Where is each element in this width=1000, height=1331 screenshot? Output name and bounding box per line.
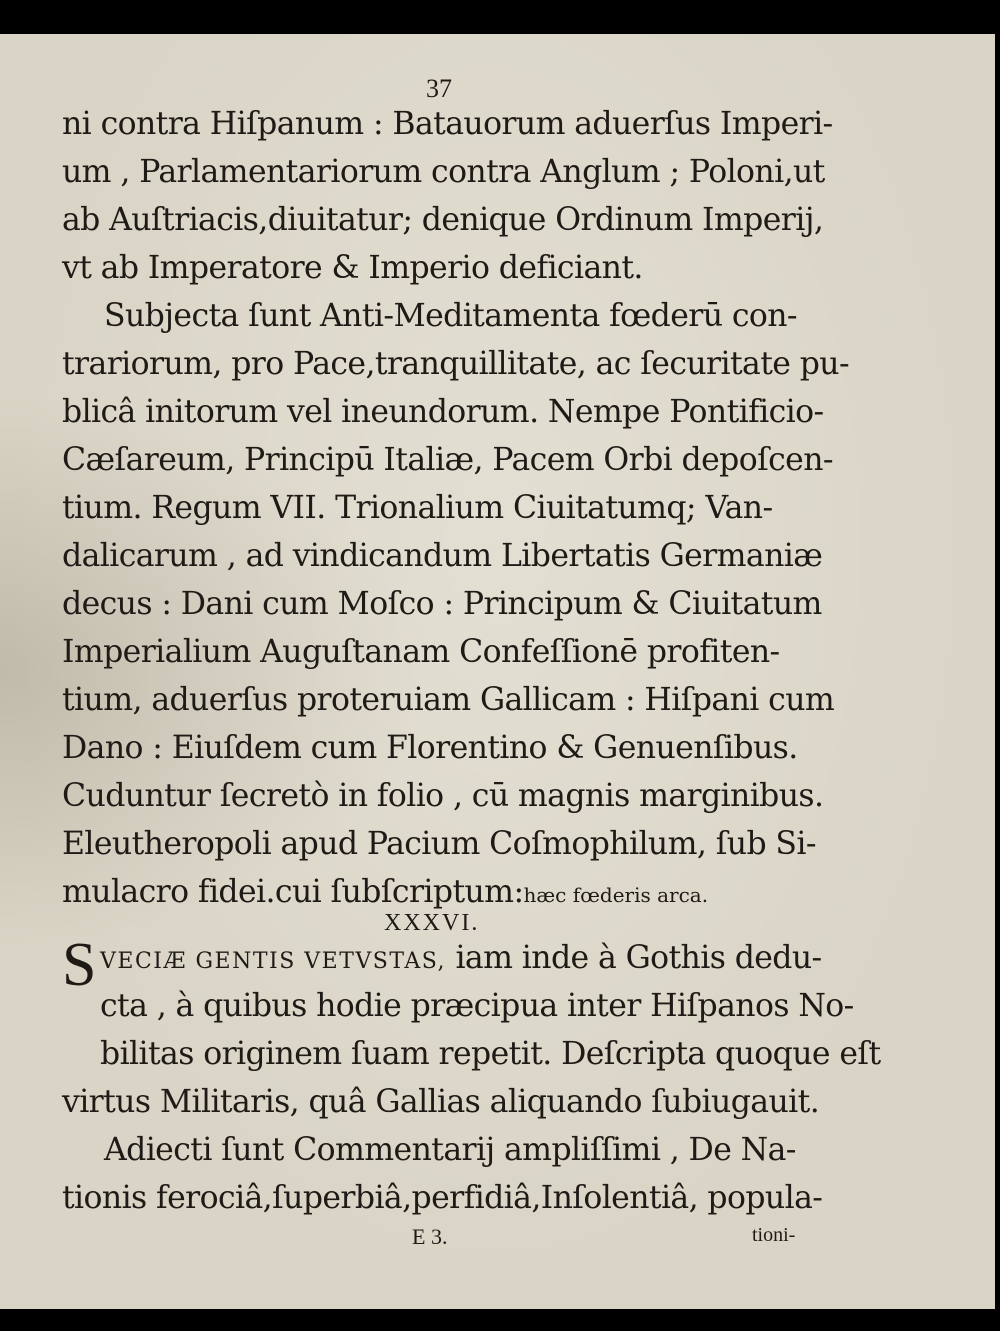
section-line-3: bilitas originem ſuam repetit. Deſcripta quoque eſt (100, 1036, 881, 1072)
section-line-1-rest: iam inde à Gothis dedu- (455, 940, 822, 976)
text-line-8: Cæſareum, Principū Italiæ, Pacem Orbi depoſcen- (62, 442, 833, 478)
section-caps: VECIÆ GENTIS VETVSTAS, (100, 949, 447, 974)
text-line-10: dalicarum , ad vindicandum Libertatis Germaniæ (62, 538, 823, 574)
section-line-4: virtus Militaris, quâ Gallias aliquando ſubiugauit. (62, 1084, 820, 1120)
text-line-17 (62, 874, 708, 913)
section-line-1 (100, 940, 822, 980)
page-number: 37 (426, 74, 452, 103)
text-line-11: decus : Dani cum Moſco : Principum & Ciuitatum (62, 586, 822, 622)
text-line-4: vt ab Imperatore & Imperio deficiant. (62, 250, 643, 286)
text-line-14: Dano : Eiuſdem cum Florentino & Genuenſibus. (62, 730, 798, 766)
text-line-15: Cuduntur ſecretò in folio , cū magnis marginibus. (62, 778, 824, 814)
catchword: tioni- (752, 1224, 796, 1246)
section-heading: XXXVI. (384, 910, 480, 936)
text-line-6: trariorum, pro Pace,tranquillitate, ac ſecuritate pu- (62, 346, 850, 382)
inscription: hæc fœderis arca. (523, 883, 709, 907)
section-line-5: Adiecti ſunt Commentarij ampliſſimi , De Na- (104, 1132, 796, 1168)
text-line-1: ni contra Hiſpanum : Batauorum aduerſus Imperi- (62, 106, 833, 142)
text-line-5: Subjecta ſunt Anti-Meditamenta fœderū con- (104, 298, 797, 334)
text-line-16: Eleutheropoli apud Pacium Coſmophilum, ſub Si- (62, 826, 816, 862)
book-page (0, 34, 995, 1309)
text-line-9: tium. Regum VII. Trionalium Ciuitatumq; Van- (62, 490, 773, 526)
text-line-12: Imperialium Auguſtanam Confeſſionē profiten- (62, 634, 780, 670)
section-line-2: cta , à quibus hodie præcipua inter Hiſpanos No- (100, 988, 854, 1024)
text-line-7: blicâ initorum vel ineundorum. Nempe Pontificio- (62, 394, 824, 430)
drop-cap: S (62, 931, 97, 999)
signature-mark: E 3. (412, 1224, 448, 1249)
section-line-6: tionis ferociâ,ſuperbiâ,perfidiâ,Inſolentiâ, popula- (62, 1180, 823, 1216)
scan-border-right (995, 0, 1000, 1331)
text-line-3: ab Auſtriacis,diuitatur; denique Ordinum Imperij, (62, 202, 824, 238)
text-line-17-main: mulacro fidei.cui ſubſcriptum: (62, 874, 524, 910)
scan-border-bottom (0, 1309, 1000, 1331)
text-line-13: tium, aduerſus proteruiam Gallicam : Hiſpani cum (62, 682, 835, 718)
text-line-2: um , Parlamentariorum contra Anglum ; Poloni,ut (62, 154, 825, 190)
